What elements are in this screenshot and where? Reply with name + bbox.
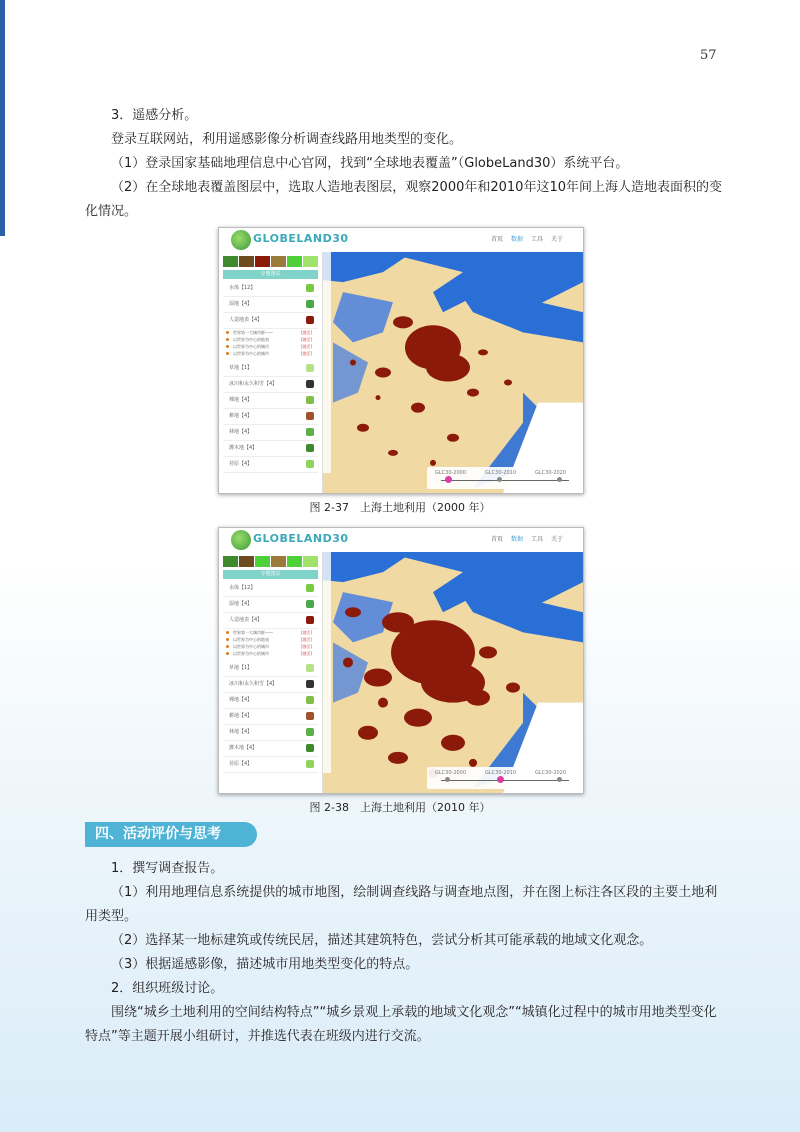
sublayer-tag: [激活] [300,630,312,635]
sublayer-dot-icon [226,345,229,348]
satellite-map[interactable] [323,252,583,493]
layer-grass[interactable] [223,661,318,677]
layer-label: 水体【12】 [229,285,256,291]
sublayer-label: 世界第一大城市群—— [233,330,273,335]
sublayer-label: 以世界为中心的城市 [233,644,269,649]
sublayer-label: 以世界为中心的城市 [233,344,269,349]
swatch[interactable] [303,556,318,567]
timeline-point[interactable] [445,777,450,782]
timeline-point[interactable] [557,477,562,482]
timeline-label: GLC30-2000 [435,470,467,476]
bare-icon [306,696,314,704]
layer-label: 人造地表【4】 [229,317,263,323]
year-timeline[interactable] [427,767,577,789]
category-button[interactable]: 专题图层 [223,270,318,279]
layer-label: 灌木地【4】 [229,745,258,751]
map-toolstrip[interactable] [323,252,331,473]
layer-sidebar [219,552,323,793]
top-nav [491,534,563,543]
nav-tools[interactable]: 工具 [530,236,543,243]
figure-caption: 图 2-37 上海土地利用（2000 年） [309,501,491,514]
sublayer-tag: [激活] [300,651,312,656]
page-number: 57 [700,48,717,63]
layer-label: 草地【1】 [229,665,253,671]
shrub-icon [306,444,314,452]
nav-data[interactable]: 数据 [510,536,523,543]
land-use-map [323,552,583,793]
wetland-icon [306,600,314,608]
timeline-point[interactable] [557,777,562,782]
color-swatches [219,252,322,267]
layer-forest[interactable] [223,725,318,741]
water-icon [306,284,314,292]
app-header [219,228,583,253]
sublayer-tag: [激活] [300,344,312,349]
layer-label: 湿地【4】 [229,301,253,307]
satellite-map[interactable] [323,552,583,793]
top-nav [491,234,563,243]
timeline-track [441,780,569,781]
layer-tundra[interactable] [223,757,318,773]
nav-tools[interactable]: 工具 [530,536,543,543]
tundra-icon [306,460,314,468]
swatch[interactable] [271,256,286,267]
sublayer-item[interactable] [223,343,318,350]
wetland-icon [306,300,314,308]
sublayer-item[interactable] [223,650,318,657]
section3-intro: 登录互联网站，利用遥感影像分析调查线路用地类型的变化。 [111,132,463,147]
layer-sidebar [219,252,323,493]
nav-home[interactable]: 首页 [490,536,503,543]
figure-map-2000 [218,227,584,494]
layer-water[interactable] [223,581,318,597]
item-2: 2．组织班级讨论。 [111,981,224,996]
snow-icon [306,380,314,388]
swatch[interactable] [223,556,238,567]
swatch[interactable] [223,256,238,267]
swatch[interactable] [239,556,254,567]
layer-artificial[interactable] [223,313,318,329]
section3-step2: （2）在全球地表覆盖图层中，选取人造地表图层，观察2000年和2010年这10年间上海人造地表面积的变化情况。 [85,180,722,219]
layer-shrub[interactable] [223,741,318,757]
sublayer-tag: [激活] [300,337,312,342]
sublayer-dot-icon [226,645,229,648]
swatch[interactable] [255,556,270,567]
layer-label: 裸地【4】 [229,697,253,703]
sublayer-dot-icon [226,352,229,355]
sublayer-dot-icon [226,638,229,641]
timeline-label: GLC30-2000 [435,770,467,776]
globe-logo-icon [231,530,251,550]
sublayer-tag: [激活] [300,637,312,642]
layer-forest[interactable] [223,425,318,441]
layer-bare[interactable] [223,693,318,709]
layer-label: 草地【1】 [229,365,253,371]
layer-label: 冰川和永久积雪【4】 [229,681,278,687]
color-swatches [219,552,322,567]
page-edge-bar [0,0,5,236]
sublayer-item[interactable] [223,643,318,650]
nav-about[interactable]: 关于 [550,536,563,543]
item-1-3: （3）根据遥感影像，描述城市用地类型变化的特点。 [111,957,419,972]
cropland-icon [306,412,314,420]
item-2-text: 围绕“城乡土地利用的空间结构特点”“城乡景观上承载的地域文化观念”“城镇化过程中的城市用地类型变化特点”等主题开展小组研讨，并推选代表在班级内进行交流。 [85,1005,717,1044]
sublayer-dot-icon [226,652,229,655]
swatch[interactable] [287,556,302,567]
layer-label: 林地【4】 [229,429,253,435]
layer-cropland[interactable] [223,709,318,725]
sublayer-item[interactable] [223,329,318,336]
layer-label: 水体【12】 [229,585,256,591]
timeline-track [441,480,569,481]
layer-label: 耕地【4】 [229,713,253,719]
grass-icon [306,364,314,372]
layer-wetland[interactable] [223,297,318,313]
layer-label: 湿地【4】 [229,601,253,607]
timeline-label: GLC30-2020 [535,470,567,476]
layer-label: 人造地表【4】 [229,617,263,623]
item-1-2: （2）选择某一地标建筑或传统民居，描述其建筑特色，尝试分析其可能承载的地域文化观念。 [111,933,653,948]
section3-step1: （1）登录国家基础地理信息中心官网，找到“全球地表覆盖”（GlobeLand30）系统平台。 [111,156,629,171]
app-title: GLOBELAND30 [253,532,349,545]
layer-label: 苔原【4】 [229,461,253,467]
timeline-label: GLC30-2010 [485,770,517,776]
globe-logo-icon [231,230,251,250]
figure-caption: 图 2-38 上海土地利用（2010 年） [309,801,491,814]
tundra-icon [306,760,314,768]
layer-label: 裸地【4】 [229,397,253,403]
category-button[interactable]: 专题图层 [223,570,318,579]
app-title: GLOBELAND30 [253,232,349,245]
forest-icon [306,728,314,736]
layer-label: 苔原【4】 [229,761,253,767]
swatch[interactable] [255,256,270,267]
timeline-label: GLC30-2010 [485,470,517,476]
bare-icon [306,396,314,404]
shrub-icon [306,744,314,752]
water-icon [306,584,314,592]
nav-home[interactable]: 首页 [490,236,503,243]
app-header [219,528,583,553]
layer-label: 耕地【4】 [229,413,253,419]
grass-icon [306,664,314,672]
swatch[interactable] [287,256,302,267]
layer-artificial[interactable] [223,613,318,629]
year-timeline[interactable] [427,467,577,489]
item-1: 1．撰写调查报告。 [111,861,224,876]
layer-label: 林地【4】 [229,729,253,735]
building-icon [306,316,314,324]
layer-cropland[interactable] [223,409,318,425]
timeline-point[interactable] [497,477,502,482]
layer-shrub[interactable] [223,441,318,457]
building-icon [306,616,314,624]
layer-tundra[interactable] [223,457,318,473]
layer-label: 灌木地【4】 [229,445,258,451]
sublayer-item[interactable] [223,629,318,636]
sublayer-dot-icon [226,631,229,634]
nav-data[interactable]: 数据 [510,236,523,243]
sublayer-label: 世界第一大城市群—— [233,630,273,635]
snow-icon [306,680,314,688]
timeline-point-active[interactable] [497,776,504,783]
swatch[interactable] [303,256,318,267]
map-toolstrip[interactable] [323,552,331,773]
sublayer-label: 以世界为中心的城市 [233,351,269,356]
sublayer-item[interactable] [223,336,318,343]
sublayer-tag: [激活] [300,644,312,649]
section-heading: 四、活动评价与思考 [85,822,257,847]
layer-glacier[interactable] [223,377,318,393]
land-use-map [323,252,583,493]
sublayer-item[interactable] [223,350,318,357]
nav-about[interactable]: 关于 [550,236,563,243]
layer-glacier[interactable] [223,677,318,693]
layer-water[interactable] [223,281,318,297]
layer-grass[interactable] [223,361,318,377]
section3-heading: 3．遥感分析。 [111,108,198,123]
layer-bare[interactable] [223,393,318,409]
swatch[interactable] [239,256,254,267]
sublayer-tag: [激活] [300,330,312,335]
layer-wetland[interactable] [223,597,318,613]
sublayer-item[interactable] [223,636,318,643]
forest-icon [306,428,314,436]
sublayer-dot-icon [226,331,229,334]
layer-label: 冰川和永久积雪【4】 [229,381,278,387]
cropland-icon [306,712,314,720]
swatch[interactable] [271,556,286,567]
sublayer-label: 以世界为中心的地表 [233,337,269,342]
sublayer-label: 以世界为中心的城市 [233,651,269,656]
sublayer-tag: [激活] [300,351,312,356]
sublayer-dot-icon [226,338,229,341]
figure-map-2010 [218,527,584,794]
sublayer-label: 以世界为中心的地表 [233,637,269,642]
timeline-label: GLC30-2020 [535,770,567,776]
timeline-point-active[interactable] [445,476,452,483]
item-1-1: （1）利用地理信息系统提供的城市地图，绘制调查线路与调查地点图，并在图上标注各区段的主要土地利用类型。 [85,885,718,924]
